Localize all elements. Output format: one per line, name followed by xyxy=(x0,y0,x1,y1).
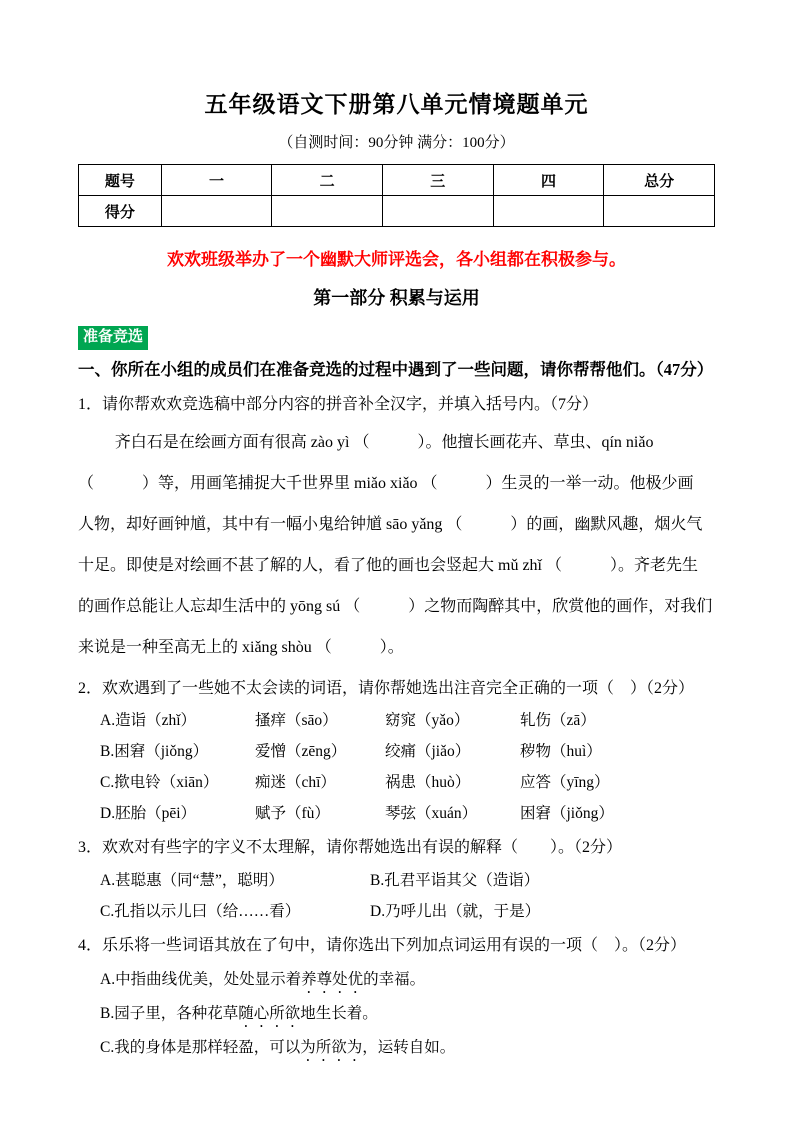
score-cell xyxy=(604,196,715,227)
score-cell xyxy=(493,196,604,227)
option: 痴迷（chī） xyxy=(255,774,336,792)
score-table-header-cell: 题号 xyxy=(79,165,162,196)
scenario-intro: 欢欢班级举办了一个幽默大师评选会，各小组都在积极参与。 xyxy=(167,250,626,269)
emphasized-word: 为所欲为 xyxy=(300,1038,363,1056)
passage-line: 人物，却好画钟馗，其中有一幅小鬼给钟馗 sāo yǎng （ ）的画，幽默风趣，烟火气 xyxy=(78,515,703,533)
question-1-stem: 1．请你帮欢欢竞选稿中部分内容的拼音补全汉字，并填入括号内。（7分） xyxy=(78,396,599,414)
score-cell xyxy=(161,196,272,227)
score-row-label: 得分 xyxy=(79,196,162,227)
passage-line: 十足。即使是对绘画不甚了解的人，看了他的画也会竖起大 mǔ zhǐ （ ）。齐老先生 xyxy=(78,556,698,574)
option-text: B.园子里，各种花草 xyxy=(100,1004,239,1022)
option: 搔痒（sāo） xyxy=(255,712,338,730)
question-1-passage xyxy=(78,422,715,668)
option: B.孔君平诣其父（造诣） xyxy=(370,872,540,890)
page-title: 五年级语文下册第八单元情境题单元 xyxy=(204,92,589,117)
emphasized-word: 养尊处优 xyxy=(301,970,364,988)
question-4-options xyxy=(78,963,715,1065)
option: B.困窘（jiǒng） xyxy=(100,743,209,761)
score-table-header-cell: 总分 xyxy=(604,165,715,196)
question-4-stem: 4．乐乐将一些词语其放在了句中，请你选出下列加点词运用有误的一项（ ）。（2分） xyxy=(78,937,687,955)
score-table-header-row xyxy=(79,165,715,196)
option: 爱憎（zēng） xyxy=(255,743,347,761)
option xyxy=(100,1031,715,1065)
exam-meta: （自测时间：90分钟 满分：100分） xyxy=(278,135,515,151)
question-2-options xyxy=(78,705,715,829)
option: 绞痛（jiǎo） xyxy=(385,743,471,761)
option: 秽物（huì） xyxy=(520,743,602,761)
passage-line: 的画作总能让人忘却生活中的 yōng sú （ ）之物而陶醉其中，欣赏他的画作，对我们 xyxy=(78,597,713,615)
option: 应答（yīng） xyxy=(520,774,610,792)
option-text: C.我的身体是那样轻盈，可以 xyxy=(100,1038,301,1056)
question-3-options xyxy=(78,865,715,927)
option: C.揿电铃（xiān） xyxy=(100,774,219,792)
score-table-header-cell: 一 xyxy=(161,165,272,196)
stage-badge-row xyxy=(78,326,715,350)
option: 赋予（fù） xyxy=(255,805,330,823)
option xyxy=(100,997,715,1031)
score-table xyxy=(78,164,715,227)
score-table-header-cell: 四 xyxy=(493,165,604,196)
score-table-header-cell: 二 xyxy=(272,165,383,196)
option-text: ，运转自如。 xyxy=(362,1038,456,1056)
option: 琴弦（xuán） xyxy=(385,805,478,823)
question-4 xyxy=(78,933,715,1065)
passage-line: 来说是一种至高无上的 xiǎng shòu （ ）。 xyxy=(78,638,404,656)
score-table-score-row xyxy=(79,196,715,227)
option-text: 的幸福。 xyxy=(363,970,426,988)
option: 轧伤（zā） xyxy=(520,712,596,730)
score-table-header-cell: 三 xyxy=(382,165,493,196)
question-1 xyxy=(78,392,715,668)
option xyxy=(100,963,715,997)
score-cell xyxy=(272,196,383,227)
question-2 xyxy=(78,676,715,830)
part1-heading: 第一部分 积累与运用 xyxy=(313,288,480,308)
section1-title: 一、你所在小组的成员们在准备竞选的过程中遇到了一些问题，请你帮帮他们。（47分） xyxy=(78,359,714,379)
passage-line: （ ）等，用画笔捕捉大千世界里 miǎo xiǎo （ ）生灵的一举一动。他极少画 xyxy=(78,474,694,492)
option: 窈窕（yǎo） xyxy=(385,712,470,730)
option: A.造诣（zhǐ） xyxy=(100,712,197,730)
option-text: A.中指曲线优美，处处显示着 xyxy=(100,970,302,988)
passage-line: 齐白石是在绘画方面有很高 zào yì （ ）。他擅长画花卉、草虫、qín niǎo xyxy=(114,433,654,451)
question-3 xyxy=(78,835,715,927)
stage-badge: 准备竞选 xyxy=(78,326,148,350)
question-2-stem: 2．欢欢遇到了一些她不太会读的词语，请你帮她选出注音完全正确的一项（ ）（2分） xyxy=(78,679,695,697)
option: 祸患（huò） xyxy=(385,774,471,792)
question-3-stem: 3．欢欢对有些字的字义不太理解，请你帮她选出有误的解释（ ）。（2分） xyxy=(78,839,623,857)
option: A.甚聪惠（同“慧”，聪明） xyxy=(100,872,284,890)
option: D.乃呼儿出（就，于是） xyxy=(370,903,541,921)
option: D.胚胎（pēi） xyxy=(100,805,197,823)
option: 困窘（jiǒng） xyxy=(520,805,614,823)
emphasized-word: 随心所欲 xyxy=(238,1004,301,1022)
option: C.孔指以示儿曰（给……看） xyxy=(100,903,301,921)
score-cell xyxy=(382,196,493,227)
option-text: 地生长着。 xyxy=(300,1004,378,1022)
